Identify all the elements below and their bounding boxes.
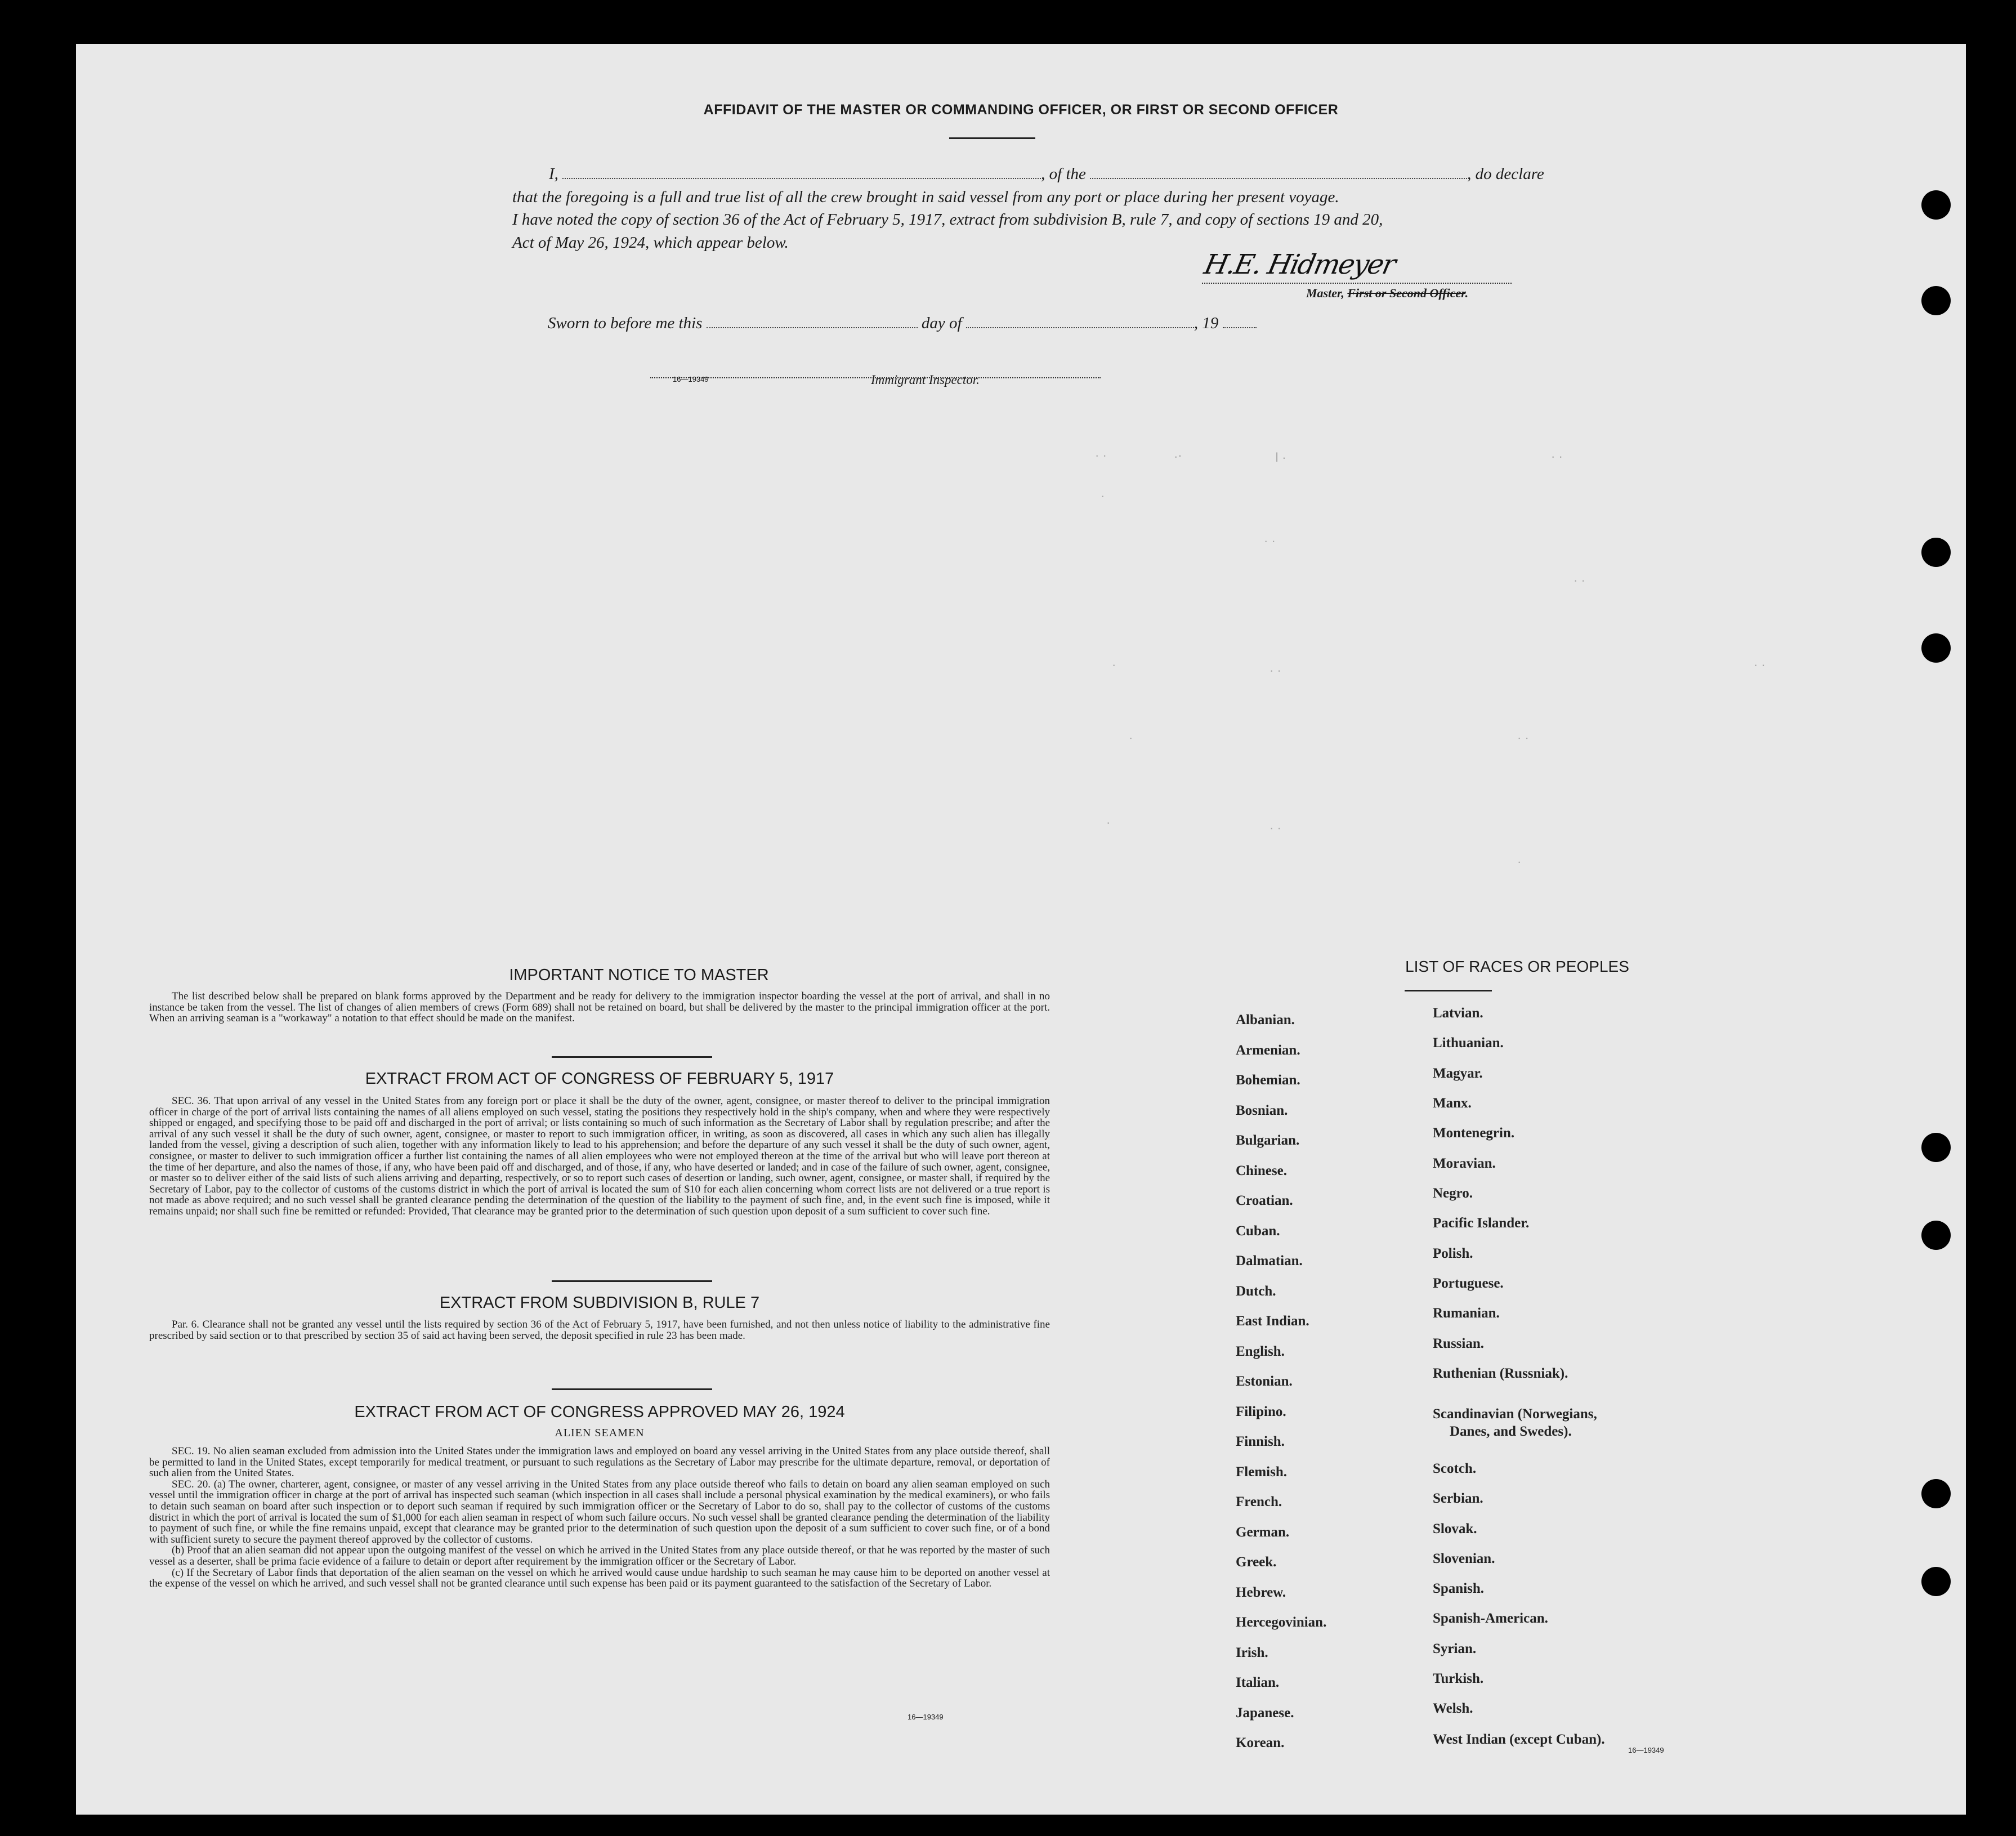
race-item: Lithuanian.	[1433, 1035, 1504, 1051]
bleed-through-mark: · ·	[1574, 573, 1585, 587]
sworn-line	[548, 314, 1257, 333]
extract-1924-title: EXTRACT FROM ACT OF CONGRESS APPROVED MAY 26, 1924	[354, 1403, 845, 1421]
race-item: Finnish.	[1236, 1434, 1285, 1449]
subdivision-text	[149, 1319, 1050, 1341]
extract-1917-title: EXTRACT FROM ACT OF CONGRESS OF FEBRUARY 5, 1917	[365, 1070, 834, 1088]
race-item: Rumanian.	[1433, 1306, 1500, 1321]
affidavit-line-4: Act of May 26, 1924, which appear below.	[512, 234, 789, 252]
divider	[552, 1056, 712, 1058]
section-19-paragraph: SEC. 19. No alien seaman excluded from admission into the United States under the immigration laws and employed on board any vessel arriving in the United States from any place outside thereof, shall be permitted to land in the United States, except temporarily for medical treatment, or pursuant to such regulations as the Secretary of Labor may prescribe for the ultimate departure, removal, or deportation of such alien from the United States.	[149, 1445, 1050, 1480]
sworn-year: , 19	[1193, 314, 1219, 332]
affidavit-line-3: I have noted the copy of section 36 of the Act of February 5, 1917, extract from subdivision B, rule 7, and copy of sections 19 and 20,	[512, 211, 1383, 229]
race-item: Estonian.	[1236, 1374, 1293, 1389]
punch-hole	[1921, 1133, 1951, 1162]
sworn-prefix: Sworn to before me this	[548, 314, 703, 332]
divider	[552, 1280, 712, 1282]
bleed-through-mark: · ·	[1095, 448, 1107, 462]
bleed-through-mark: · ·	[1270, 663, 1281, 677]
race-item: Hercegovinian.	[1236, 1615, 1327, 1630]
handwritten-signature: H.E. Hidmeyer	[1201, 249, 1398, 280]
bleed-through-mark: · ·	[1551, 449, 1563, 463]
race-item: Flemish.	[1236, 1464, 1287, 1480]
subdivision-title: EXTRACT FROM SUBDIVISION B, RULE 7	[439, 1294, 760, 1312]
race-item: Armenian.	[1236, 1042, 1300, 1058]
race-item: East Indian.	[1236, 1314, 1309, 1329]
race-item: Hebrew.	[1236, 1584, 1286, 1600]
race-item: Filipino.	[1236, 1404, 1286, 1419]
race-item: German.	[1236, 1524, 1290, 1540]
paragraph-6: Par. 6. Clearance shall not be granted any vessel until the lists required by section 36 of the Act of February 5, 1917, have been furnished, and not then unless notice of liability to the administrative fine prescribed by said section or to that prescribed by section 35 of said act having been served, the deposit specified in rule 23 has been made.	[149, 1319, 1050, 1342]
race-item: Pacific Islander.	[1433, 1216, 1530, 1231]
signature-title-end: .	[1465, 286, 1469, 300]
bleed-through-mark: · ·	[1270, 821, 1281, 835]
race-item: Korean.	[1236, 1735, 1285, 1750]
race-item: Chinese.	[1236, 1163, 1287, 1178]
race-item: Cuban.	[1236, 1223, 1280, 1239]
sworn-month-field[interactable]	[966, 327, 1194, 328]
race-item: Russian.	[1433, 1336, 1485, 1351]
race-item: Irish.	[1236, 1645, 1268, 1660]
race-item: Bohemian.	[1236, 1073, 1300, 1088]
race-item: Danes, and Swedes).	[1450, 1424, 1572, 1439]
race-item: Magyar.	[1433, 1066, 1483, 1081]
affidavit-title: AFFIDAVIT OF THE MASTER OR COMMANDING OFFICER, OR FIRST OR SECOND OFFICER	[703, 102, 1339, 118]
divider	[949, 137, 1035, 139]
race-item: English.	[1236, 1343, 1285, 1359]
race-item: West Indian (except Cuban).	[1433, 1732, 1605, 1747]
form-number-top: 16—19349	[673, 375, 709, 383]
race-item: Turkish.	[1433, 1671, 1484, 1686]
race-item: Negro.	[1433, 1186, 1473, 1201]
race-item: Slovak.	[1433, 1521, 1477, 1536]
race-item: Scotch.	[1433, 1461, 1477, 1476]
section-36-paragraph: SEC. 36. That upon arrival of any vessel in the United States from any foreign port or place it shall be the duty of the owner, agent, consignee, or master thereof to deliver to the principal immigration officer in charge of the port of arrival lists containing the names of all aliens employed on such vessel, stating the positions they respectively hold in the ship's company, when and where they were respectively shipped or engaged, and specifying those to be paid off and discharged in the port of arrival; or lists containing so much of such information as the Secretary of Labor shall by regulation prescribe; and after the arrival of any such vessel it shall be the duty of such owner, agent, consignee, or master to report to such immigration officer, in writing, as soon as discovered, all cases in which any such alien has illegally landed from the vessel, giving a description of such alien, together with any information likely to lead to his apprehension; and before the departure of any such vessel it shall be the duty of such owner, agent, consignee, or master to deliver to such immigration officer a further list containing the names of all alien employees who were not employed thereon at the time of the arrival but who will leave port thereon at the time of her departure, and also the names of those, if any, who have been paid off and discharged, and of those, if any, who have deserted or landed; and in case of the failure of such owner, agent, consignee, or master so to deliver either of the said lists of such aliens arriving and departing, respectively, or so to report such cases of desertion or landing, such owner, agent, consignee, or master shall, if required by the Secretary of Labor, pay to the collector of customs of the customs district in which the port of arrival is located the sum of $10 for each alien concerning whom correct lists are not delivered or a true report is not made as above required; and no such vessel shall be granted clearance pending the determination of the question of the liability to the payment of such fine, and, in the event such fine is imposed, while it remains unpaid; nor shall such fine be remitted or refunded: Provided, That clearance may be granted prior to the determination of such question upon deposit of a sum sufficient to cover such fine.	[149, 1095, 1050, 1217]
inspector-label: Immigrant Inspector.	[871, 373, 980, 387]
bleed-through-mark: · ·	[1264, 534, 1276, 548]
races-title: LIST OF RACES OR PEOPLES	[1405, 958, 1629, 975]
race-item: Montenegrin.	[1433, 1125, 1515, 1141]
race-item: Slovenian.	[1433, 1551, 1495, 1566]
punch-hole	[1921, 1479, 1951, 1508]
race-item: Polish.	[1433, 1246, 1473, 1261]
race-item: Scandinavian (Norwegians,	[1433, 1406, 1597, 1422]
punch-hole	[1921, 538, 1951, 567]
punch-hole	[1921, 286, 1951, 315]
vessel-blank-field[interactable]	[1090, 177, 1467, 179]
bleed-through-mark: · ·	[1754, 658, 1765, 672]
divider	[1405, 990, 1492, 991]
bleed-through-mark: ⅼ ·	[1275, 450, 1286, 464]
bleed-through-mark: ·	[1129, 731, 1133, 745]
notice-text	[149, 991, 1050, 1024]
sworn-day-of: day of	[921, 314, 962, 332]
signature-block	[1202, 250, 1540, 312]
extract-1917-text	[149, 1096, 1050, 1217]
section-20b-paragraph: (b) Proof that an alien seaman did not appear upon the outgoing manifest of the vessel on which he arrived in the United States from any place outside thereof, or that he was reported by the master of such vessel as a deserter, shall be prima facie evidence of a failure to detain or deport after requirement by the immigration officer or the Secretary of Labor.	[149, 1544, 1050, 1567]
notice-paragraph: The list described below shall be prepared on blank forms approved by the Department and be ready for delivery to the immigration inspector boarding the vessel at the port of arrival, and shall in no instance be taken from the vessel. The list of changes of alien members of crews (Form 689) shall not be retained on board, but shall be delivered by the master to the principal immigration officer at the port. When an arriving seaman is a "workaway" a notation to that effect should be made on the manifest.	[149, 990, 1050, 1025]
affidavit-line-1	[549, 165, 1544, 184]
struck-officer-label: First or Second Officer	[1347, 286, 1465, 300]
race-item: Syrian.	[1433, 1641, 1477, 1656]
section-20c-paragraph: (c) If the Secretary of Labor finds that deportation of the alien seaman on the vessel on which he arrived would cause undue hardship to such seaman he may cause him to be deported on another vessel at the expense of the vessel on which he arrived, and such vessel shall not be granted clearance until such expense has been paid or its payment guaranteed to the satisfaction of the Secretary of Labor.	[149, 1566, 1050, 1590]
punch-hole	[1921, 190, 1951, 220]
race-item: Portuguese.	[1433, 1276, 1504, 1291]
race-item: Ruthenian (Russniak).	[1433, 1366, 1568, 1381]
master-label: Master,	[1306, 286, 1344, 300]
race-item: Albanian.	[1236, 1012, 1295, 1028]
notice-title: IMPORTANT NOTICE TO MASTER	[509, 966, 769, 984]
sworn-day-field[interactable]	[707, 327, 918, 328]
bleed-through-mark: ·	[1101, 489, 1105, 503]
punch-hole	[1921, 1567, 1951, 1596]
race-item: Italian.	[1236, 1675, 1280, 1690]
signature-line	[1202, 283, 1512, 284]
name-blank-field[interactable]	[562, 177, 1041, 179]
form-number-races: 16—19349	[1628, 1746, 1664, 1754]
race-item: Welsh.	[1433, 1701, 1473, 1716]
divider	[552, 1388, 712, 1390]
affidavit-i-label: I,	[549, 165, 558, 183]
bleed-through-mark: · ·	[1517, 731, 1529, 745]
affidavit-of-the-label: , of the	[1041, 165, 1086, 183]
bleed-through-mark: ·	[1106, 815, 1111, 829]
section-20a-paragraph: SEC. 20. (a) The owner, charterer, agent, consignee, or master of any vessel arriving in the United States from any place outside thereof who fails to detain on board any alien seaman employed on such vessel until the immigration officer in charge at the port of arrival has inspected such seaman (which inspection in all cases shall include a personal physical examination by the medical examiners), or who fails to detain such seaman on board after such inspection or to deport such seaman if required by such immigration officer or the Secretary of Labor to do so, shall pay to the collector of customs of the customs district in which the port of arrival is located the sum of $1,000 for each alien seaman in respect of whom such failure occurs. No such vessel shall be granted clearance pending the determination of the liability to payment of such fine, or while the fine remains unpaid, except that clearance may be granted prior to the determination of such question upon the deposit of a sum sufficient to cover such fine, or of a bond with sufficient surety to secure the payment thereof approved by the collector of customs.	[149, 1478, 1050, 1545]
race-item: Spanish.	[1433, 1581, 1485, 1596]
extract-1924-text	[149, 1446, 1050, 1589]
race-item: Japanese.	[1236, 1705, 1294, 1721]
race-item: Bulgarian.	[1236, 1133, 1300, 1148]
race-item: Greek.	[1236, 1554, 1277, 1570]
punch-hole	[1921, 1221, 1951, 1250]
affidavit-line-2: that the foregoing is a full and true list of all the crew brought in said vessel from any port or place during her present voyage.	[512, 188, 1339, 206]
race-item: Moravian.	[1433, 1156, 1496, 1171]
race-item: French.	[1236, 1494, 1282, 1509]
race-item: Spanish-American.	[1433, 1611, 1548, 1626]
punch-hole	[1921, 633, 1951, 663]
bleed-through-mark: ·	[1517, 855, 1522, 869]
race-item: Dalmatian.	[1236, 1253, 1303, 1268]
race-item: Croatian.	[1236, 1193, 1293, 1208]
bleed-through-mark: ·	[1112, 658, 1116, 672]
race-item: Bosnian.	[1236, 1102, 1288, 1118]
bleed-through-mark: ·‧	[1174, 449, 1182, 463]
sworn-year-field[interactable]	[1223, 327, 1257, 328]
race-item: Manx.	[1433, 1096, 1472, 1111]
race-item: Latvian.	[1433, 1006, 1483, 1021]
form-number-bottom: 16—19349	[908, 1713, 944, 1721]
signature-title	[1306, 286, 1468, 301]
affidavit-declare-label: , do declare	[1467, 165, 1544, 183]
race-item: Dutch.	[1236, 1283, 1276, 1299]
alien-seamen-subtitle: ALIEN SEAMEN	[555, 1427, 645, 1439]
race-item: Serbian.	[1433, 1491, 1483, 1506]
document-page	[76, 44, 1966, 1815]
